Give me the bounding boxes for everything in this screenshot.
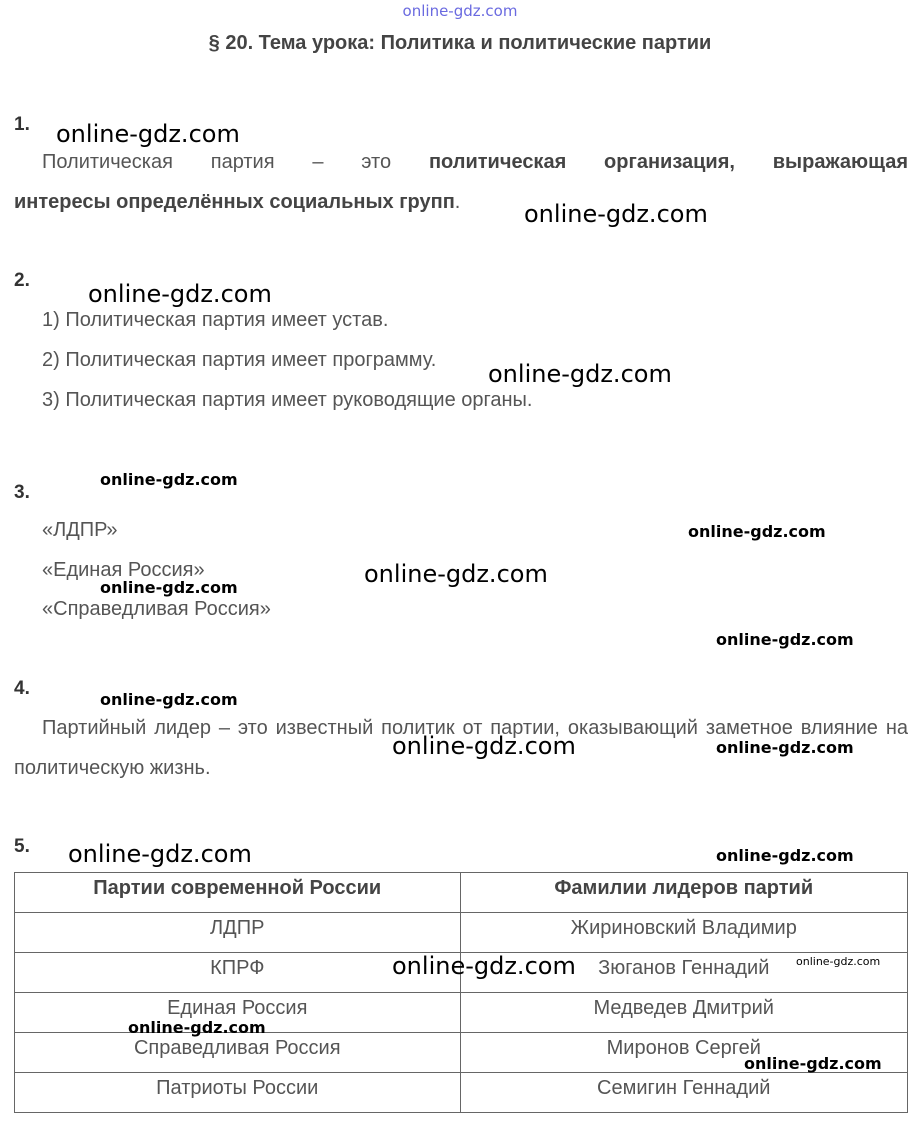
- watermark: online-gdz.com: [100, 690, 238, 709]
- parties-table: [14, 872, 908, 1113]
- table-cell-leader: Медведев Дмитрий: [460, 993, 908, 1033]
- task-3-item-3: «Справедливая Россия»: [42, 598, 271, 620]
- task-5-number: 5.: [14, 836, 30, 857]
- table-cell-leader: Миронов Сергей: [460, 1033, 908, 1073]
- task-3-item-2: «Единая Россия»: [42, 559, 205, 581]
- watermark: online-gdz.com: [392, 732, 576, 760]
- task-2-item-1: 1) Политическая партия имеет устав.: [42, 309, 389, 331]
- watermark: online-gdz.com: [56, 120, 240, 148]
- task-3-item-1: «ЛДПР»: [42, 519, 118, 541]
- table-cell-party: Единая Россия: [15, 993, 461, 1033]
- table-cell-leader: Зюганов Геннадий: [460, 953, 908, 993]
- table-cell-leader: Семигин Геннадий: [460, 1073, 908, 1113]
- table-header-row: [15, 873, 908, 913]
- task-1-text-before: Политическая партия – это: [42, 151, 392, 173]
- task-2-item-2: 2) Политическая партия имеет программу.: [42, 349, 437, 371]
- watermark: online-gdz.com: [128, 1018, 266, 1037]
- watermark: online-gdz.com: [88, 280, 272, 308]
- watermark: online-gdz.com: [796, 955, 881, 968]
- watermark: online-gdz.com: [488, 360, 672, 388]
- table-cell-leader: Жириновский Владимир: [460, 913, 908, 953]
- watermark: online-gdz.com: [68, 840, 252, 868]
- table-cell-party: Справедливая Россия: [15, 1033, 461, 1073]
- table-row: [15, 913, 908, 953]
- task-3-number: 3.: [14, 482, 30, 503]
- watermark: online-gdz.com: [364, 560, 548, 588]
- watermark: online-gdz.com: [688, 522, 826, 541]
- site-mark: online-gdz.com: [402, 2, 518, 20]
- task-4-number: 4.: [14, 678, 30, 699]
- table-row: [15, 1073, 908, 1113]
- table-cell-party: КПРФ: [15, 953, 461, 993]
- task-1-bold-line-1: политическая организация, выражающая: [428, 151, 909, 173]
- watermark: online-gdz.com: [716, 738, 854, 757]
- table-cell-party: ЛДПР: [15, 913, 461, 953]
- task-1-bold-line-2: интересы определённых социальных групп: [14, 191, 455, 213]
- task-1-text-after: .: [454, 191, 461, 213]
- task-1-line-2: [14, 182, 908, 222]
- task-4-text: Партийный лидер – это известный политик от партии, оказывающий заметное влияние на политическую жизнь.: [14, 717, 908, 779]
- task-2-number: 2.: [14, 270, 30, 291]
- watermark: online-gdz.com: [716, 630, 854, 649]
- watermark: online-gdz.com: [100, 470, 238, 489]
- watermark: online-gdz.com: [524, 200, 708, 228]
- task-1-line-1: [42, 142, 908, 182]
- watermark: online-gdz.com: [716, 846, 854, 865]
- table-header-leaders: Фамилии лидеров партий: [460, 873, 908, 913]
- table-cell-party: Патриоты России: [15, 1073, 461, 1113]
- page-title: § 20. Тема урока: Политика и политические партии: [208, 32, 712, 54]
- task-1-number: 1.: [14, 114, 30, 135]
- task-2-item-3: 3) Политическая партия имеет руководящие органы.: [42, 389, 533, 411]
- watermark: online-gdz.com: [392, 952, 576, 980]
- watermark: online-gdz.com: [744, 1054, 882, 1073]
- table-header-parties: Партии современной России: [15, 873, 461, 913]
- watermark: online-gdz.com: [100, 578, 238, 597]
